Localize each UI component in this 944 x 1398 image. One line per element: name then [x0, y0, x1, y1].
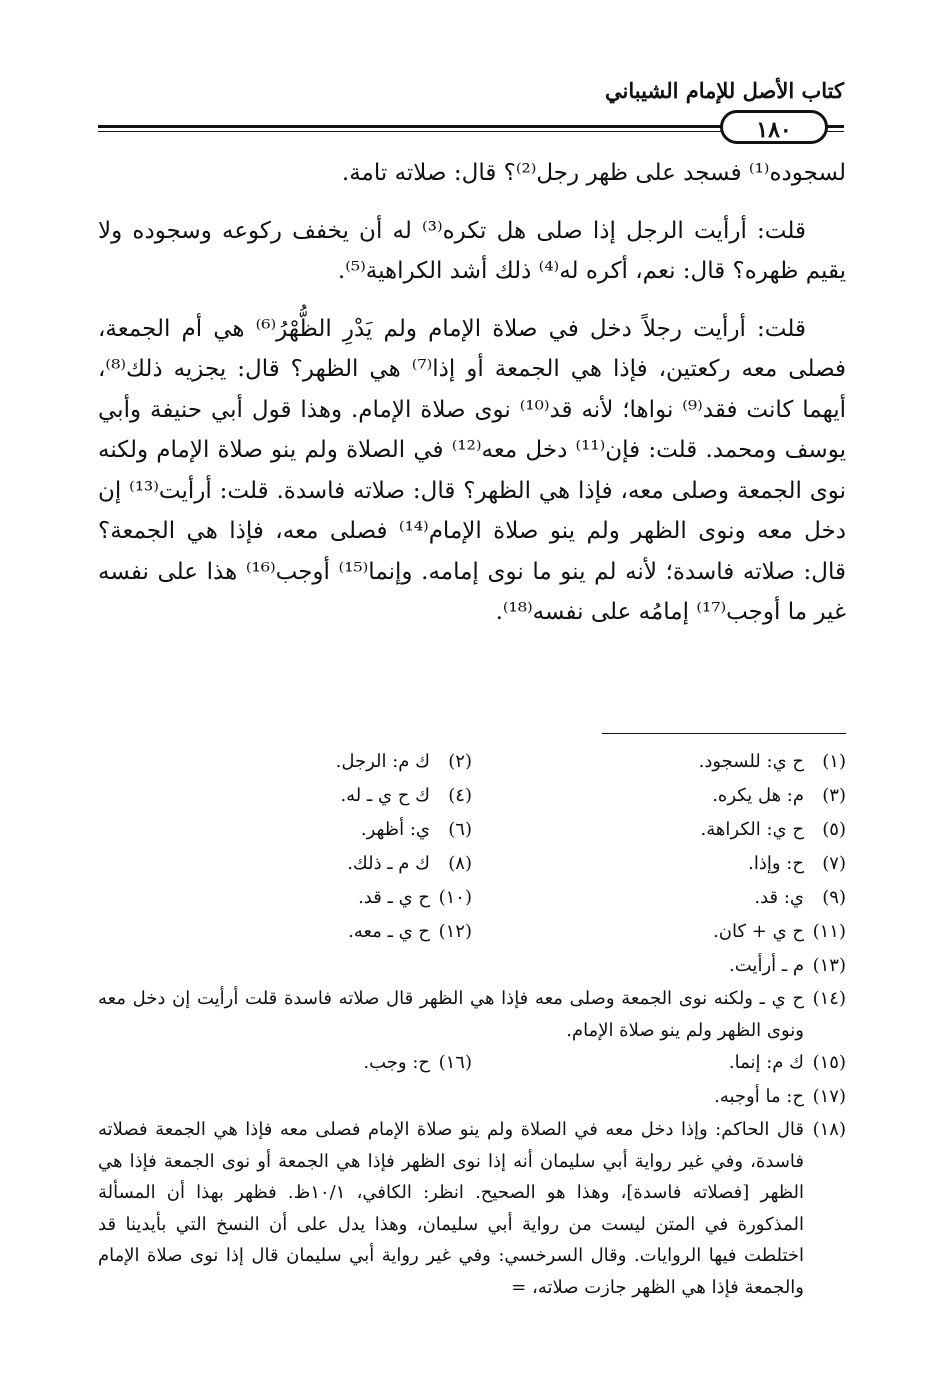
footnote-9	[472, 881, 846, 915]
footnote-number: (١٥)	[812, 1052, 846, 1073]
footnote-3	[472, 779, 846, 813]
footnote-number: (٨)	[448, 853, 472, 874]
footnote-text: ك م ـ ذلك.	[347, 853, 430, 874]
footnote-18	[98, 1114, 846, 1303]
footnote-row	[98, 745, 846, 779]
footnote-text: م ـ أرأيت.	[729, 955, 804, 976]
footnote-row	[98, 813, 846, 847]
footnote-text: ح ي + كان.	[713, 921, 804, 942]
footnote-14	[98, 983, 846, 1046]
footnote-6	[98, 813, 472, 847]
footnote-12	[98, 915, 472, 949]
footnote-row	[98, 881, 846, 915]
footnote-17	[98, 1080, 846, 1114]
footnote-separator	[602, 733, 846, 734]
footnote-text: ح: وجب.	[363, 1052, 430, 1073]
footnote-text: م: هل يكره.	[712, 785, 804, 806]
footnote-number: (١٨)	[812, 1119, 846, 1140]
footnote-number: (٤)	[448, 785, 472, 806]
running-title: كتاب الأصل للإمام الشيباني	[605, 78, 844, 103]
footnote-text: قال الحاكم: وإذا دخل معه في الصلاة ولم ينو صلاة الإمام فصلى معه فإذا هي الجمعة فصلاته فاسدة، وفي غير رواية أبي سليمان أنه إذا نوى الظهر فإذا هي الجمعة أو نوى الجمعة فإذا هي الظهر [فصلاته فاسدة]، وهذا هو الصحيح. انظر: الكافي، ١٠/١ظ. فظهر بهذا أن المسألة المذكورة في المتن ليست من رواية أبي سليمان، وهذا يدل على أن النسخ التي بأيدينا قد اختلطت فيها الروايات. وقال السرخسي: وفي غير رواية أبي سليمان قال إذا نوى صلاة الإمام والجمعة فإذا هي الظهر جازت صلاته، =	[98, 1119, 804, 1298]
footnote-text: ح ي: للسجود.	[698, 751, 804, 772]
footnotes	[98, 745, 846, 1303]
footnote-number: (١٣)	[812, 955, 846, 976]
footnote-number: (١٢)	[438, 921, 472, 942]
footnote-text: ي: أظهر.	[360, 819, 430, 840]
footnote-number: (١٦)	[438, 1052, 472, 1073]
paragraph-2: قلت: أرأيت الرجل إذا صلى هل تكره⁽³⁾ له أن يخفف ركوعه وسجوده ولا يقيم ظهره؟ قال: نعم، أكره له⁽⁴⁾ ذلك أشد الكراهية⁽⁵⁾.	[98, 217, 846, 284]
footnote-number: (٩)	[822, 887, 846, 908]
footnote-row	[98, 779, 846, 813]
footnote-number: (١٤)	[812, 988, 846, 1009]
footnote-number: (٧)	[822, 853, 846, 874]
footnote-row	[98, 915, 846, 949]
footnote-text: ح ي: الكراهة.	[700, 819, 804, 840]
footnote-text: ي: قد.	[754, 887, 804, 908]
footnote-text: ح ي ـ معه.	[348, 921, 430, 942]
footnote-number: (١١)	[812, 921, 846, 942]
footnote-1	[472, 745, 846, 779]
paragraph-1: لسجوده⁽¹⁾ فسجد على ظهر رجل⁽²⁾؟ قال: صلاته تامة.	[341, 160, 846, 186]
footnote-5	[472, 813, 846, 847]
footnote-text: ح ي ـ ولكنه نوى الجمعة وصلى معه فإذا هي الظهر قال صلاته فاسدة قلت أرأيت إن دخل معه ونوى الظهر ولم ينو صلاة الإمام.	[98, 988, 804, 1041]
footnote-8	[98, 847, 472, 881]
footnote-number: (٢)	[448, 751, 472, 772]
footnote-text: ح: ما أوجبه.	[714, 1086, 804, 1107]
footnote-row	[98, 1046, 846, 1080]
footnote-number: (٣)	[822, 785, 846, 806]
footnote-row	[98, 847, 846, 881]
footnote-10	[98, 881, 472, 915]
footnote-number: (١٠)	[438, 887, 472, 908]
footnote-13	[98, 949, 846, 983]
footnote-4	[98, 779, 472, 813]
footnote-text: ك م: الرجل.	[335, 751, 430, 772]
main-text	[98, 153, 846, 633]
footnote-11	[472, 915, 846, 949]
footnote-number: (١٧)	[812, 1086, 846, 1107]
footnote-number: (٦)	[448, 819, 472, 840]
footnote-text: ك ح ي ـ له.	[340, 785, 430, 806]
paragraph-3: قلت: أرأيت رجلاً دخل في صلاة الإمام ولم يَدْرِ الظُّهْرُ⁽⁶⁾ هي أم الجمعة، فصلى معه ركعتين، فإذا هي الجمعة أو إذا⁽⁷⁾ هي الظهر؟ قال: يجزيه ذلك⁽⁸⁾، أيهما كانت فقد⁽⁹⁾ نواها؛ لأنه قد⁽¹⁰⁾ نوى صلاة الإمام. وهذا قول أبي حنيفة وأبي يوسف ومحمد. قلت: فإن⁽¹¹⁾ دخل معه⁽¹²⁾ في الصلاة ولم ينو صلاة الإمام ولكنه نوى الجمعة وصلى معه، فإذا هي الظهر؟ قال: صلاته فاسدة. قلت: أرأيت⁽¹³⁾ إن دخل معه ونوى الظهر ولم ينو صلاة الإمام⁽¹⁴⁾ فصلى معه، فإذا هي الجمعة؟ قال: صلاته فاسدة؛ لأنه لم ينو ما نوى إمامه. وإنما⁽¹⁵⁾ أوجب⁽¹⁶⁾ هذا على نفسه غير ما أوجب⁽¹⁷⁾ إمامُه على نفسه⁽¹⁸⁾.	[98, 315, 847, 625]
page-number: ١٨٠	[720, 110, 828, 144]
footnote-text: ك م: إنما.	[728, 1052, 804, 1073]
footnote-text: ح ي ـ قد.	[358, 887, 430, 908]
footnote-text: ح: وإذا.	[748, 853, 804, 874]
footnote-2	[98, 745, 472, 779]
footnote-number: (١)	[822, 751, 846, 772]
footnote-7	[472, 847, 846, 881]
footnote-number: (٥)	[822, 819, 846, 840]
footnote-15	[472, 1046, 846, 1080]
footnote-16	[98, 1046, 472, 1080]
